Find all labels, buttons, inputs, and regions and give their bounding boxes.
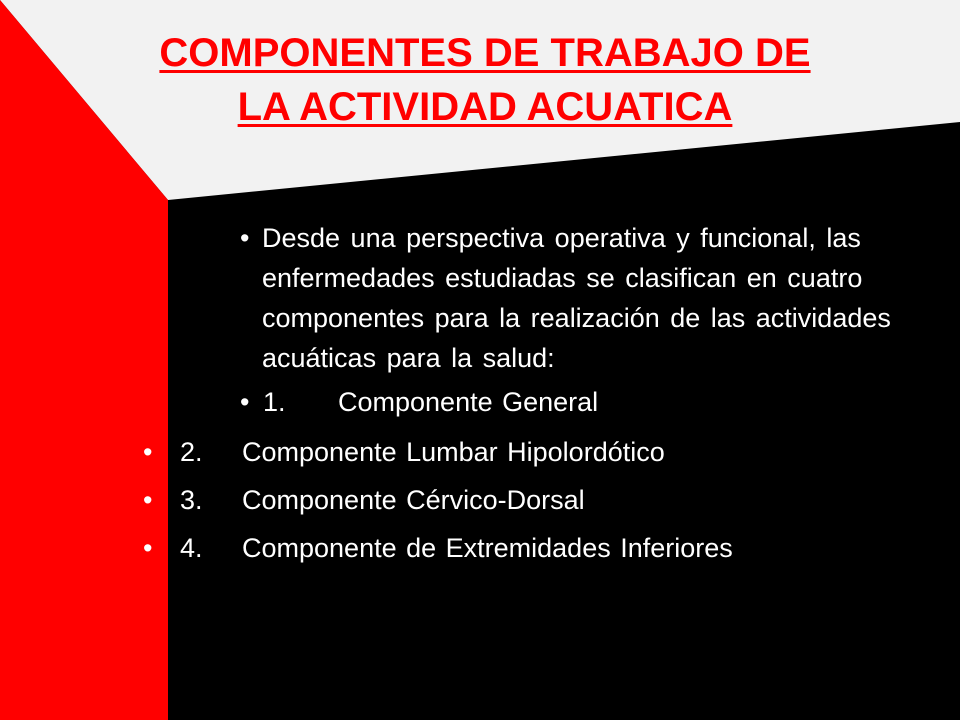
slide-title <box>60 26 910 134</box>
slide-title-line-1: COMPONENTES DE TRABAJO DE <box>159 31 811 75</box>
component-4-label: Componente de Extremidades Inferiores <box>242 533 733 563</box>
component-2-label: Componente Lumbar Hipolordótico <box>242 437 665 467</box>
bullet-icon: • <box>143 533 153 563</box>
intro-paragraph: Desde una perspectiva operativa y funcional, las enfermedades estudiadas se clasifican en cuatro componentes para la realización de las actividades acuáticas para la salud: <box>262 223 891 373</box>
component-1-label: Componente General <box>338 387 599 417</box>
component-3-label: Componente Cérvico-Dorsal <box>242 485 585 515</box>
component-1-number: 1. <box>263 387 286 417</box>
component-2-number: 2. <box>180 437 203 467</box>
bullet-icon: • <box>143 437 153 467</box>
bullet-icon: • <box>240 387 250 417</box>
component-3-number: 3. <box>180 485 203 515</box>
bullet-icon: • <box>143 485 153 515</box>
component-4-number: 4. <box>180 533 203 563</box>
slide-title-line-2: LA ACTIVIDAD ACUATICA <box>237 85 733 129</box>
bullet-icon: • <box>240 223 250 253</box>
